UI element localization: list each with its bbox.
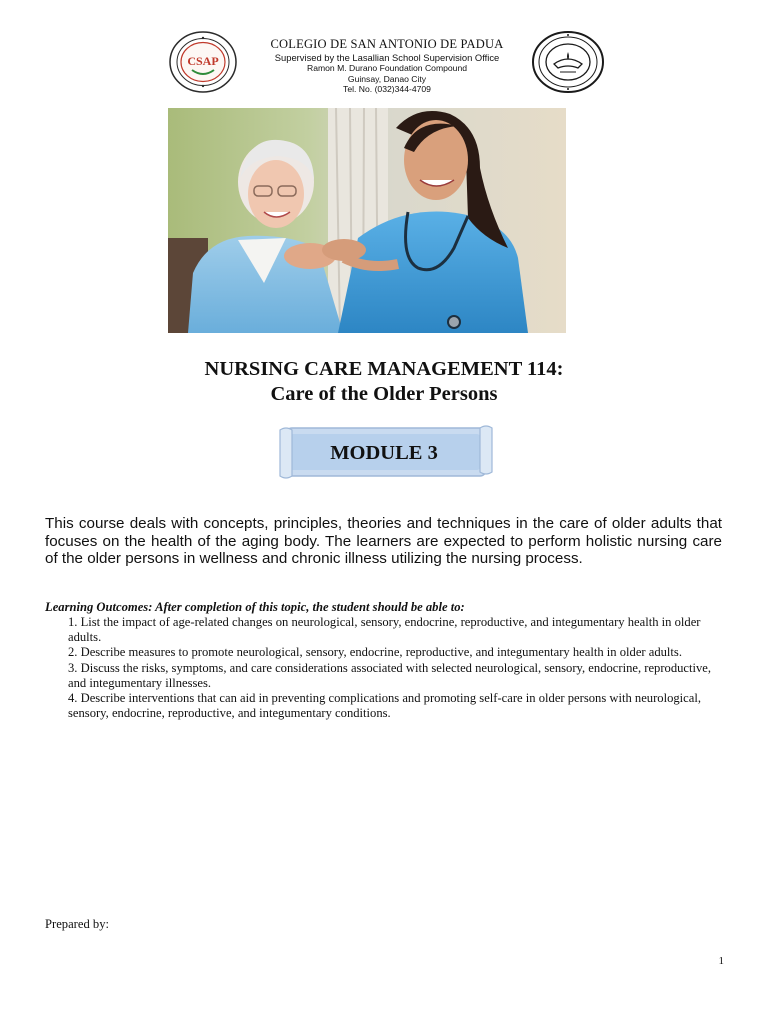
- list-item: 2. Describe measures to promote neurological, sensory, endocrine, reproductive, and integumentary health in older adults.: [68, 645, 682, 660]
- learning-outcomes-heading: Learning Outcomes: After completion of this topic, the student should be able to:: [45, 600, 465, 614]
- college-of-nursing-seal-icon: [530, 30, 606, 94]
- location-line: Guinsay, Danao City: [347, 73, 427, 84]
- course-description: This course deals with concepts, principles, theories and techniques in the care of older adults that focuses on the health of the aging body. The learners are expected to perform holistic nursing care of the older persons in wellness and chronic illness utilizing the nursing process.: [45, 515, 722, 568]
- prepared-by-label: Prepared by:: [45, 917, 109, 931]
- school-name: COLEGIO DE SAN ANTONIO DE PADUA: [270, 37, 504, 51]
- supervision-line: Supervised by the Lasallian School Supervision Office: [274, 52, 500, 63]
- csap-seal-icon: [168, 30, 238, 94]
- list-item: 4. Describe interventions that can aid in preventing complications and promoting self-care in older persons with neurological, sensory, endocrine, reproductive, and integumentary conditions.: [68, 691, 702, 721]
- list-item: 3. Discuss the risks, symptoms, and care considerations associated with selected neurological, sensory, endocrine, reproductive, and integumentary illnesses.: [68, 660, 712, 690]
- course-title: NURSING CARE MANAGEMENT 114:: [204, 358, 564, 380]
- module-label: MODULE 3: [330, 442, 438, 464]
- seal-initials: CSAP: [187, 54, 219, 68]
- page-number: 1: [718, 955, 724, 967]
- nurse-with-elderly-woman-photo: [168, 108, 566, 333]
- learning-outcomes-list: [68, 615, 728, 721]
- school-info: [244, 37, 530, 95]
- compound-line: Ramon M. Durano Foundation Compound: [306, 63, 468, 73]
- telephone-line: Tel. No. (032)344-4709: [343, 84, 431, 94]
- letterhead: [168, 30, 608, 100]
- list-item: 1. List the impact of age-related changes on neurological, sensory, endocrine, reproductive, and integumentary health in older adults.: [68, 615, 701, 645]
- course-subtitle: Care of the Older Persons: [270, 383, 498, 405]
